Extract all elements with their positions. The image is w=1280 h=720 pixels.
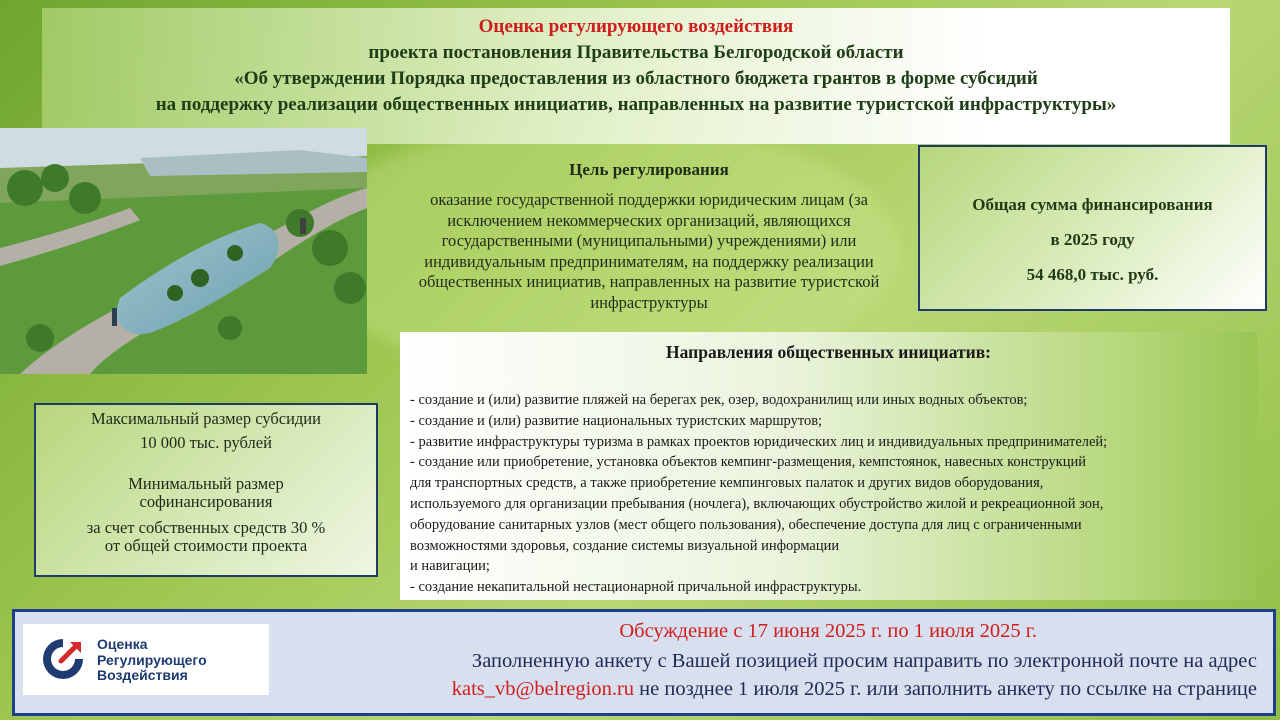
logo-text — [97, 637, 207, 684]
list-item: и навигации; — [410, 558, 490, 575]
park-rendering-image — [0, 128, 367, 374]
list-item: - развитие инфраструктуры туризма в рамках проектов юридических лиц и индивидуальных предпринимателей; — [410, 433, 1108, 450]
discussion-banner — [12, 609, 1276, 716]
spacer — [36, 455, 376, 475]
goal-title: Цель регулирования — [569, 160, 729, 179]
list-item: возможностями здоровья, создание системы визуальной информации — [410, 537, 840, 554]
goal-text: оказание государственной поддержки юридическим лицам (за исключением некоммерческих организаций, являющихся государственными (муниципальными) учреждениями) или индивидуальным предпринимателям, на поддержку реализации общественных инициатив, направленных на развитие туристской инфраструктуры — [418, 190, 880, 312]
subsidy-max-value: 10 000 тыс. рублей — [140, 433, 272, 452]
header-document-name-1: «Об утверждении Порядка предоставления из областного бюджета грантов в форме субсидий — [234, 68, 1038, 89]
logo-icon — [37, 633, 89, 685]
questionnaire-deadline — [452, 678, 1257, 701]
funding-label: Общая сумма финансирования — [972, 195, 1213, 214]
logo-line-1: Оценка — [97, 636, 148, 652]
email-link[interactable]: kats_vb@belregion.ru — [451, 678, 635, 700]
list-item: используемого для организации пребывания (ночлега), включающих обустройство жилой и рекреационной зон, — [410, 495, 1104, 512]
questionnaire-request: Заполненную анкету с Вашей позицией просим направить по электронной почте на адрес — [471, 650, 1257, 672]
funding-year: в 2025 году — [1050, 230, 1135, 249]
logo-line-2: Регулирующего — [97, 651, 207, 668]
funding-box — [918, 145, 1267, 311]
regulation-goal — [388, 158, 910, 313]
subsidy-max-label: Максимальный размер субсидии — [91, 409, 321, 428]
header-title: Оценка регулирующего воздействия — [478, 16, 794, 37]
directions-box — [400, 332, 1257, 600]
park-illustration — [0, 128, 367, 374]
subsidy-box — [34, 403, 378, 577]
list-item: оборудование санитарных узлов (мест общего пользования), обеспечение доступа для лиц с ограниченными — [410, 516, 1082, 533]
cofinancing-value-2: от общей стоимости проекта — [104, 536, 308, 555]
list-item: - создание некапитальной нестационарной причальной инфраструктуры. — [410, 579, 862, 596]
funding-amount: 54 468,0 тыс. руб. — [1026, 265, 1159, 284]
header-banner — [42, 8, 1230, 144]
directions-list — [410, 390, 1250, 598]
cofinancing-label-1: Минимальный размер — [128, 474, 284, 493]
list-item: - создание или приобретение, установка объектов кемпинг-размещения, кемпстоянок, навесных конструкций — [410, 454, 1086, 471]
cofinancing-label-2: софинансирования — [139, 492, 273, 511]
directions-title: Направления общественных инициатив: — [666, 342, 991, 362]
logo-line-3: Воздействия — [97, 667, 188, 683]
header-document-name-2: на поддержку реализации общественных инициатив, направленных на развитие туристской инфраструктуры» — [155, 94, 1117, 115]
discussion-period: Обсуждение с 17 июня 2025 г. по 1 июля 2025 г. — [619, 620, 1037, 642]
list-item: - создание и (или) развитие пляжей на берегах рек, озер, водохранилищ или иных водных объектов; — [410, 392, 1028, 408]
ria-logo — [23, 624, 269, 695]
list-item: для транспортных средств, а также приобретение кемпинговых палаток и других видов оборудования, — [410, 475, 1044, 492]
deadline-text: не позднее 1 июля 2025 г. или заполнить анкету по ссылке на странице — [634, 678, 1257, 700]
cofinancing-value-1: за счет собственных средств 30 % — [86, 518, 326, 537]
header-subtitle: проекта постановления Правительства Белгородской области — [368, 42, 904, 63]
list-item: - создание и (или) развитие национальных туристских маршрутов; — [410, 412, 823, 429]
